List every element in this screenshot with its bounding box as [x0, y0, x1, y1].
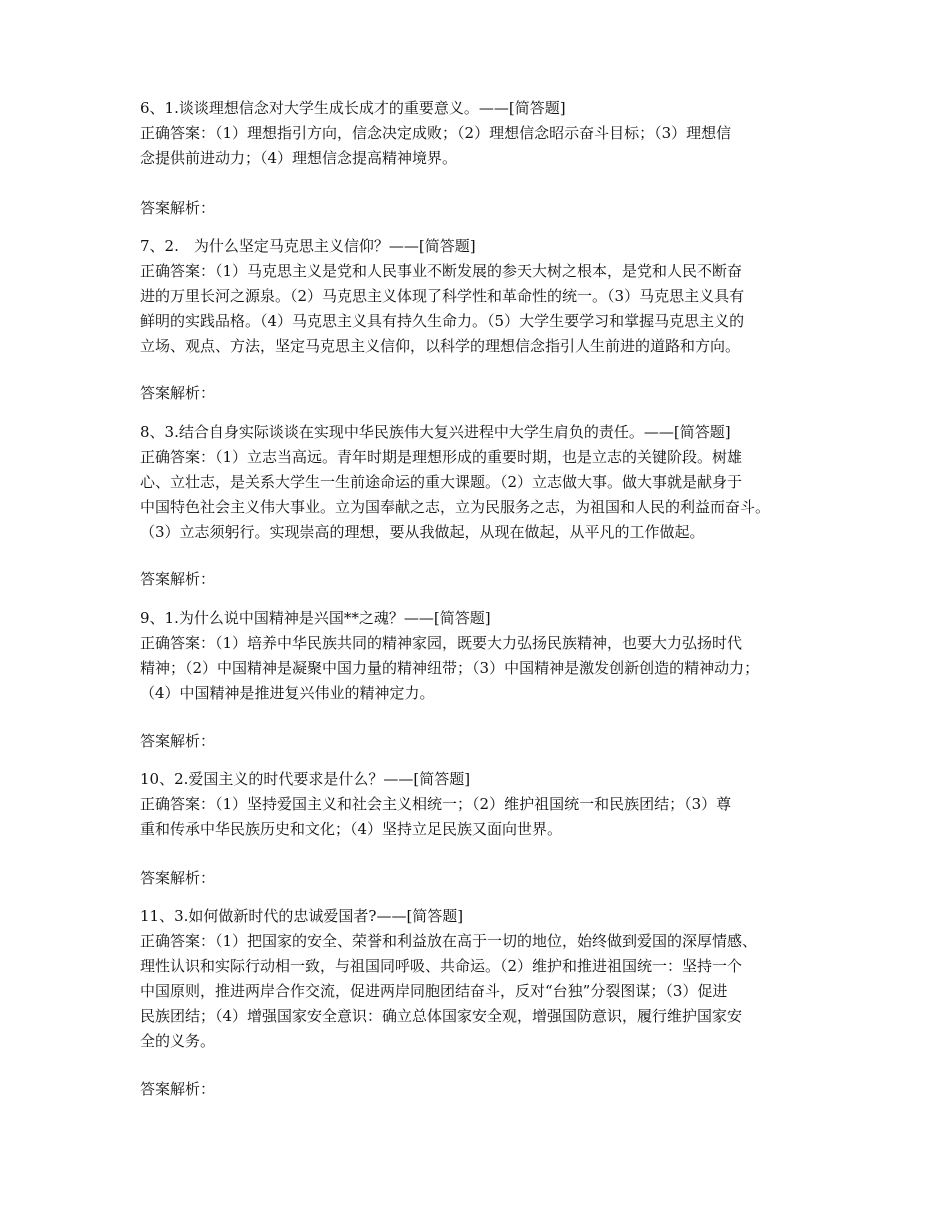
answer-line: 精神；（2）中国精神是凝聚中国力量的精神纽带；（3）中国精神是激发创新创造的精神动力；: [140, 659, 760, 677]
analysis-label: 答案解析：: [140, 732, 216, 750]
answer-line: 正确答案：（1）立志当高远。青年时期是理想形成的重要时期，也是立志的关键阶段。树雄: [140, 448, 743, 466]
answer-line: （4）中国精神是推进复兴伟业的精神定力。: [140, 684, 435, 702]
answer-line: 正确答案：（1）培养中华民族共同的精神家园，既要大力弘扬民族精神，也要大力弘扬时代: [140, 634, 743, 652]
answer-line: 中国特色社会主义伟大事业。立为国奉献之志，立为民服务之志，为祖国和人民的利益而奋斗。: [140, 498, 771, 516]
answer-line: 心、立壮志，是关系大学生一生前途命运的重大课题。（2）立志做大事。做大事就是献身于: [140, 473, 743, 491]
answer-line: （3）立志须躬行。实现崇高的理想，要从我做起，从现在做起，从平凡的工作做起。: [140, 523, 705, 541]
answer-line: 中国原则，推进两岸合作交流，促进两岸同胞团结奋斗，反对“台独”分裂图谋；（3）促进: [140, 982, 728, 1000]
answer-line: 重和传承中华民族历史和文化；（4）坚持立足民族又面向世界。: [140, 820, 563, 838]
answer-line: 理性认识和实际行动相一致，与祖国同呼吸、共命运。（2）维护和推进祖国统一：坚持一个: [140, 957, 743, 975]
answer-line: 进的万里长河之源泉。（2）马克思主义体现了科学性和革命性的统一。（3）马克思主义具有: [140, 287, 745, 305]
question-title: 7、2. 为什么坚定马克思主义信仰？——[简答题]: [140, 237, 476, 255]
answer-line: 全的义务。: [140, 1032, 216, 1050]
analysis-label: 答案解析：: [140, 384, 216, 402]
answer-line: 立场、观点、方法，坚定马克思主义信仰，以科学的理想信念指引人生前进的道路和方向。: [140, 337, 741, 355]
answer-line: 正确答案：（1）把国家的安全、荣誉和利益放在高于一切的地位，始终做到爱国的深厚情感、: [140, 932, 758, 950]
answer-line: 正确答案：（1）理想指引方向，信念决定成败；（2）理想信念昭示奋斗目标；（3）理想信: [140, 124, 732, 142]
analysis-label: 答案解析：: [140, 570, 216, 588]
question-title: 8、3.结合自身实际谈谈在实现中华民族伟大复兴进程中大学生肩负的责任。——[简答题]: [140, 423, 731, 441]
analysis-label: 答案解析：: [140, 1080, 216, 1098]
question-title: 6、1.谈谈理想信念对大学生成长成才的重要意义。——[简答题]: [140, 99, 566, 117]
answer-line: 正确答案：（1）马克思主义是党和人民事业不断发展的参天大树之根本，是党和人民不断奋: [140, 262, 743, 280]
analysis-label: 答案解析：: [140, 199, 216, 217]
question-title: 10、2.爱国主义的时代要求是什么？——[简答题]: [140, 770, 471, 788]
answer-line: 正确答案：（1）坚持爱国主义和社会主义相统一；（2）维护祖国统一和民族团结；（3）尊: [140, 795, 732, 813]
answer-line: 鲜明的实践品格。（4）马克思主义具有持久生命力。（5）大学生要学习和掌握马克思主义的: [140, 312, 745, 330]
analysis-label: 答案解析：: [140, 869, 216, 887]
question-title: 11、3.如何做新时代的忠诚爱国者?——[简答题]: [140, 907, 464, 925]
answer-line: 念提供前进动力；（4）理想信念提高精神境界。: [140, 149, 458, 167]
answer-line: 民族团结；（4）增强国家安全意识：确立总体国家安全观，增强国防意识，履行维护国家安: [140, 1007, 743, 1025]
question-title: 9、1.为什么说中国精神是兴国**之魂？——[简答题]: [140, 609, 491, 627]
